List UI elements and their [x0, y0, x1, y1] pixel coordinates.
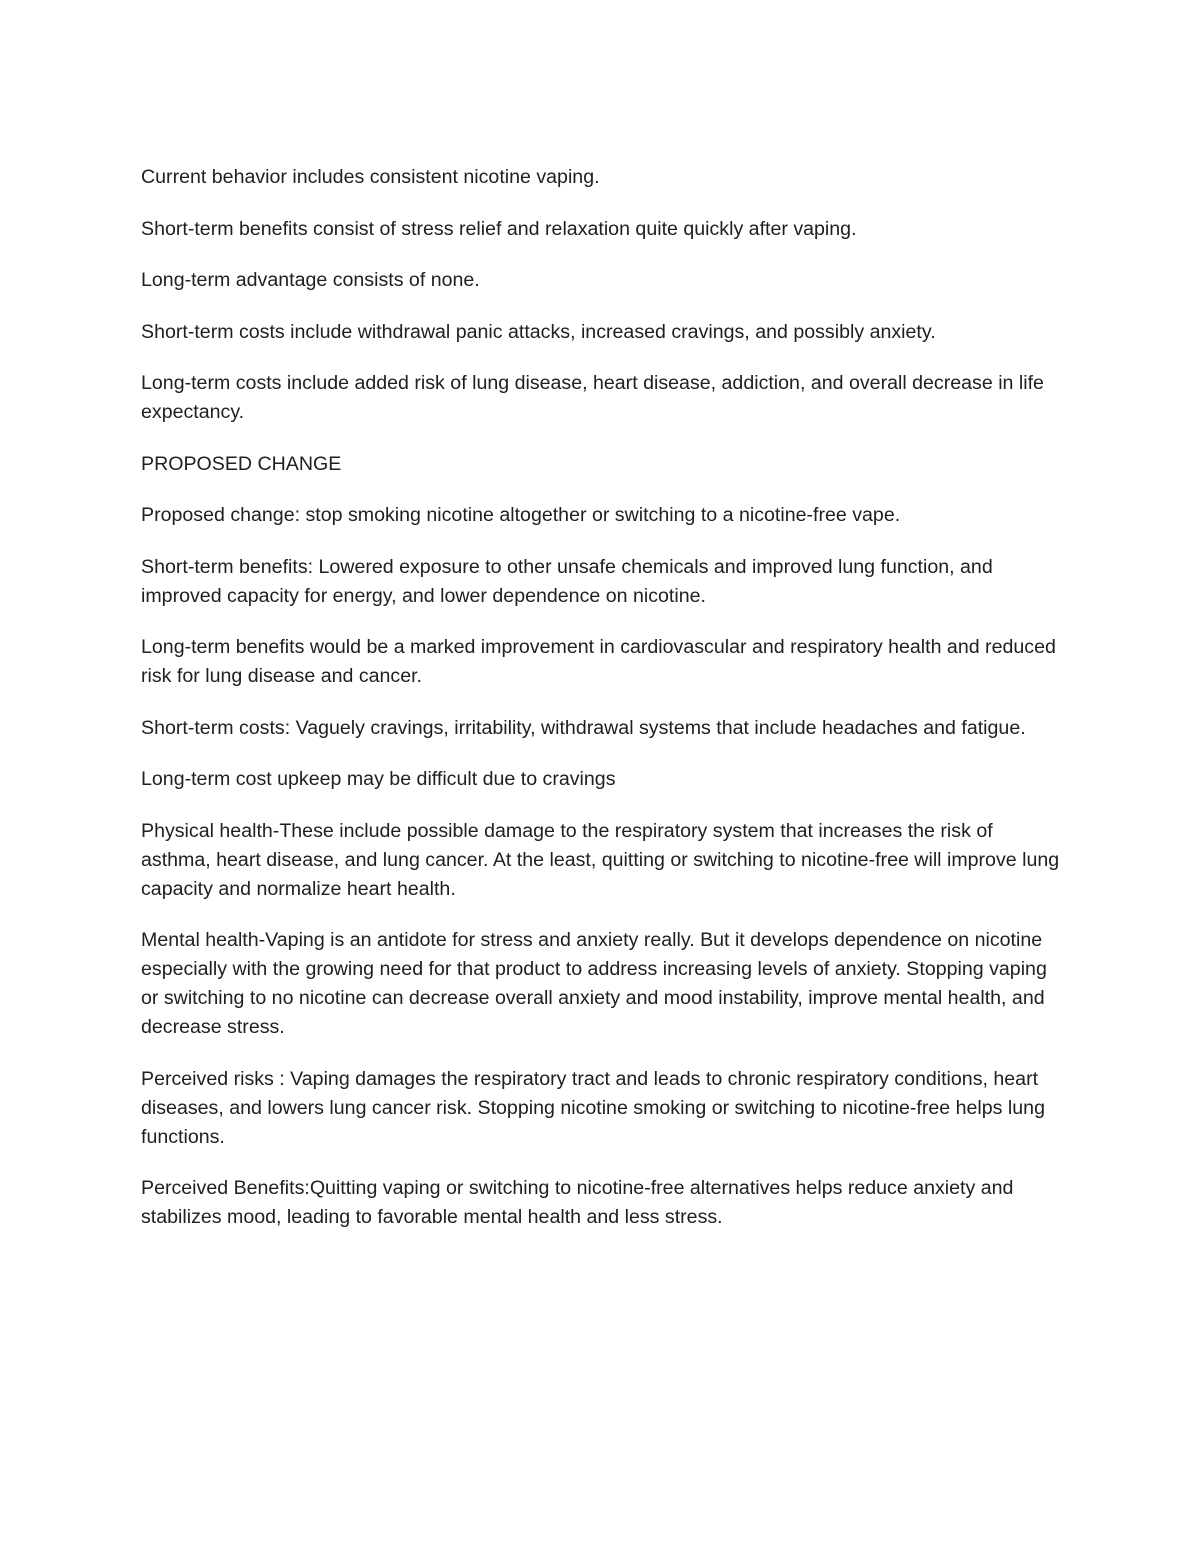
paragraph-perceived-benefits: Perceived Benefits:Quitting vaping or switching to nicotine-free alternatives helps reduce anxiety and stabilizes mood, leading to favorable mental health and less stress. — [141, 1177, 1014, 1228]
paragraph-proposed-short-term-costs: Short-term costs: Vaguely cravings, irritability, withdrawal systems that include headaches and fatigue. — [141, 716, 1026, 739]
paragraph-current-behavior: Current behavior includes consistent nicotine vaping. — [141, 166, 600, 188]
paragraph-short-term-benefits: Short-term benefits consist of stress relief and relaxation quite quickly after vaping. — [141, 217, 857, 240]
paragraph-proposed-long-term-cost: Long-term cost upkeep may be difficult due to cravings — [141, 768, 616, 790]
paragraph-long-term-costs: Long-term costs include added risk of lung disease, heart disease, addiction, and overall decrease in life expectancy. — [141, 372, 1044, 423]
paragraph-long-term-advantage: Long-term advantage consists of none. — [141, 269, 480, 291]
paragraph-short-term-costs: Short-term costs include withdrawal panic attacks, increased cravings, and possibly anxiety. — [141, 320, 936, 343]
paragraph-mental-health: Mental health-Vaping is an antidote for stress and anxiety really. But it develops dependence on nicotine especially with the growing need for that product to address increasing levels of anxiety. Stopping vaping or switching to no nicotine can decrease overall anxiety and mood instability, improve mental health, and decrease stress. — [141, 929, 1047, 1038]
paragraph-physical-health: Physical health-These include possible damage to the respiratory system that increases the risk of asthma, heart disease, and lung cancer. At the least, quitting or switching to nicotine-free will improve lung capacity and normalize heart health. — [141, 819, 1060, 900]
document-body — [141, 163, 1066, 1255]
section-heading-proposed-change: PROPOSED CHANGE — [141, 452, 342, 475]
paragraph-proposed-change: Proposed change: stop smoking nicotine altogether or switching to a nicotine-free vape. — [141, 504, 901, 526]
paragraph-proposed-long-term-benefits: Long-term benefits would be a marked improvement in cardiovascular and respiratory health and reduced risk for lung disease and cancer. — [141, 636, 1056, 687]
paragraph-perceived-risks: Perceived risks : Vaping damages the respiratory tract and leads to chronic respiratory conditions, heart diseases, and lowers lung cancer risk. Stopping nicotine smoking or switching to nicotine-free helps lung functions. — [141, 1067, 1045, 1148]
paragraph-proposed-short-term-benefits: Short-term benefits: Lowered exposure to other unsafe chemicals and improved lung function, and improved capacity for energy, and lower dependence on nicotine. — [141, 555, 993, 607]
